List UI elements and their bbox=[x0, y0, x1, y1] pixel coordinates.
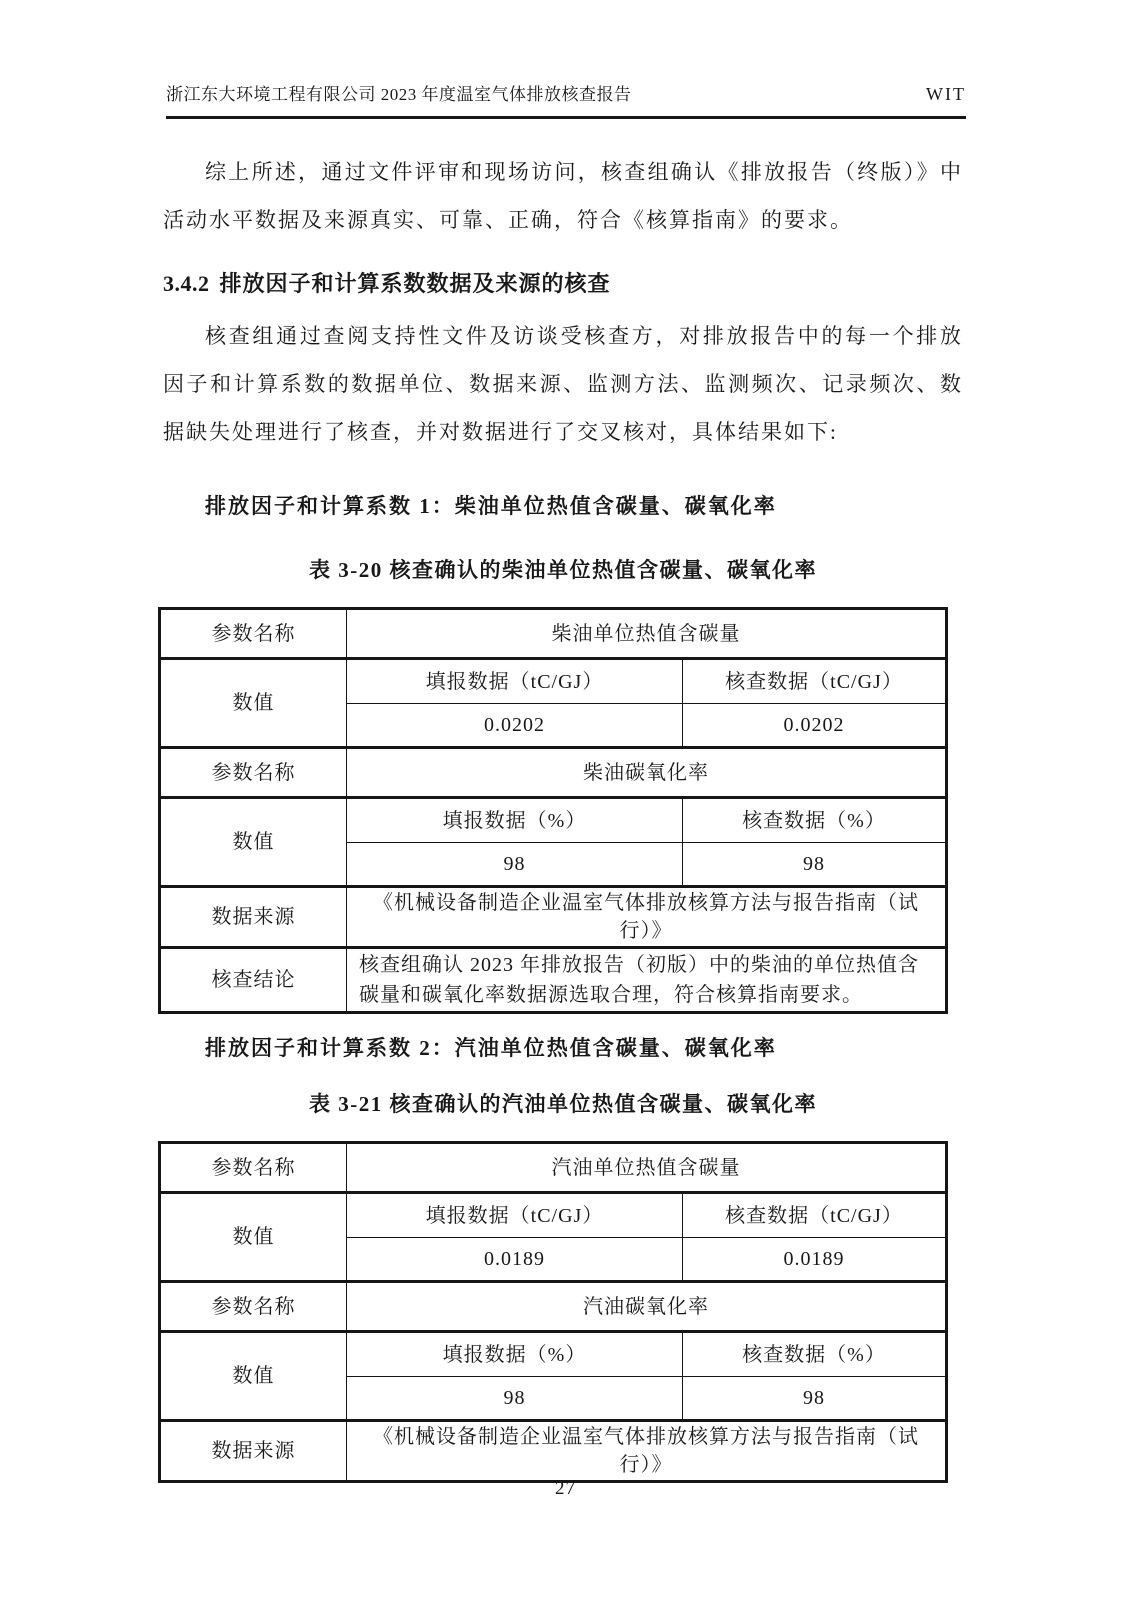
table-row bbox=[160, 1421, 947, 1482]
table1-caption: 表 3-20 核查确认的柴油单位热值含碳量、碳氧化率 bbox=[309, 558, 817, 582]
t2-param2-label-cell: 参数名称 bbox=[160, 1282, 347, 1332]
t1-reported2-header-cell: 填报数据（%） bbox=[347, 798, 683, 843]
table-row bbox=[160, 1332, 947, 1377]
section-heading-3-4-2 bbox=[163, 262, 963, 306]
method-paragraph: 核查组通过查阅支持性文件及访谈受核查方，对排放报告中的每一个排放因子和计算系数的数据单位、数据来源、监测方法、监测频次、记录频次、数据缺失处理进行了核查，并对数据进行了交叉核对，具体结果如下: bbox=[163, 324, 963, 444]
t2-verified1-value-cell: 0.0189 bbox=[683, 1238, 947, 1282]
page-header bbox=[166, 80, 966, 105]
t1-param1-label-cell: 参数名称 bbox=[160, 609, 347, 659]
table-row bbox=[160, 887, 947, 948]
t2-verified1-header-cell: 核查数据（tC/GJ） bbox=[683, 1193, 947, 1238]
t2-reported1-value-cell: 0.0189 bbox=[347, 1238, 683, 1282]
table-row bbox=[160, 659, 947, 704]
table-row bbox=[160, 1143, 947, 1193]
t1-value1-label-cell: 数值 bbox=[160, 659, 347, 748]
t1-verified1-value-cell: 0.0202 bbox=[683, 704, 947, 748]
t1-reported1-header-cell: 填报数据（tC/GJ） bbox=[347, 659, 683, 704]
table-row bbox=[160, 798, 947, 843]
factor2-heading: 排放因子和计算系数 2：汽油单位热值含碳量、碳氧化率 bbox=[205, 1036, 777, 1060]
t2-reported2-value-cell: 98 bbox=[347, 1377, 683, 1421]
table-row bbox=[160, 609, 947, 659]
table-row bbox=[160, 1193, 947, 1238]
t2-reported2-header-cell: 填报数据（%） bbox=[347, 1332, 683, 1377]
section-title: 排放因子和计算系数数据及来源的核查 bbox=[219, 271, 611, 296]
t1-reported1-value-cell: 0.0202 bbox=[347, 704, 683, 748]
t1-verified2-value-cell: 98 bbox=[683, 843, 947, 887]
t1-source-value-cell: 《机械设备制造企业温室气体排放核算方法与报告指南（试行）》 bbox=[347, 887, 947, 948]
t1-verified2-header-cell: 核查数据（%） bbox=[683, 798, 947, 843]
factor1-heading: 排放因子和计算系数 1：柴油单位热值含碳量、碳氧化率 bbox=[205, 494, 777, 518]
table2-caption: 表 3-21 核查确认的汽油单位热值含碳量、碳氧化率 bbox=[309, 1092, 817, 1116]
t1-conclusion-label-cell: 核查结论 bbox=[160, 948, 347, 1013]
page-number: 27 bbox=[555, 1478, 576, 1499]
t1-reported2-value-cell: 98 bbox=[347, 843, 683, 887]
header-rule bbox=[166, 116, 966, 119]
t2-param2-name-cell: 汽油碳氧化率 bbox=[347, 1282, 947, 1332]
t2-value2-label-cell: 数值 bbox=[160, 1332, 347, 1421]
t2-value1-label-cell: 数值 bbox=[160, 1193, 347, 1282]
t1-param2-label-cell: 参数名称 bbox=[160, 748, 347, 798]
content-area bbox=[163, 140, 963, 1483]
t2-verified2-header-cell: 核查数据（%） bbox=[683, 1332, 947, 1377]
doc-title: 浙江东大环境工程有限公司 2023 年度温室气体排放核查报告 bbox=[166, 85, 632, 104]
t1-conclusion-value-cell: 核查组确认 2023 年排放报告（初版）中的柴油的单位热值含碳量和碳氧化率数据源选取合理，符合核算指南要求。 bbox=[347, 948, 947, 1013]
t2-param1-label-cell: 参数名称 bbox=[160, 1143, 347, 1193]
t2-param1-name-cell: 汽油单位热值含碳量 bbox=[347, 1143, 947, 1193]
summary-paragraph: 综上所述，通过文件评审和现场访问，核查组确认《排放报告（终版）》中活动水平数据及来源真实、可靠、正确，符合《核算指南》的要求。 bbox=[163, 160, 963, 232]
table-3-21 bbox=[158, 1141, 948, 1483]
table-row bbox=[160, 748, 947, 798]
t2-reported1-header-cell: 填报数据（tC/GJ） bbox=[347, 1193, 683, 1238]
t2-source-label-cell: 数据来源 bbox=[160, 1421, 347, 1482]
brand-mark: WIT bbox=[926, 84, 966, 104]
section-number: 3.4.2 bbox=[163, 271, 210, 296]
t2-verified2-value-cell: 98 bbox=[683, 1377, 947, 1421]
t1-param1-name-cell: 柴油单位热值含碳量 bbox=[347, 609, 947, 659]
table-3-20 bbox=[158, 607, 948, 1014]
t1-verified1-header-cell: 核查数据（tC/GJ） bbox=[683, 659, 947, 704]
table-row bbox=[160, 1282, 947, 1332]
table-row bbox=[160, 948, 947, 1013]
t2-source-value-cell: 《机械设备制造企业温室气体排放核算方法与报告指南（试行）》 bbox=[347, 1421, 947, 1482]
t1-source-label-cell: 数据来源 bbox=[160, 887, 347, 948]
t1-value2-label-cell: 数值 bbox=[160, 798, 347, 887]
t1-param2-name-cell: 柴油碳氧化率 bbox=[347, 748, 947, 798]
